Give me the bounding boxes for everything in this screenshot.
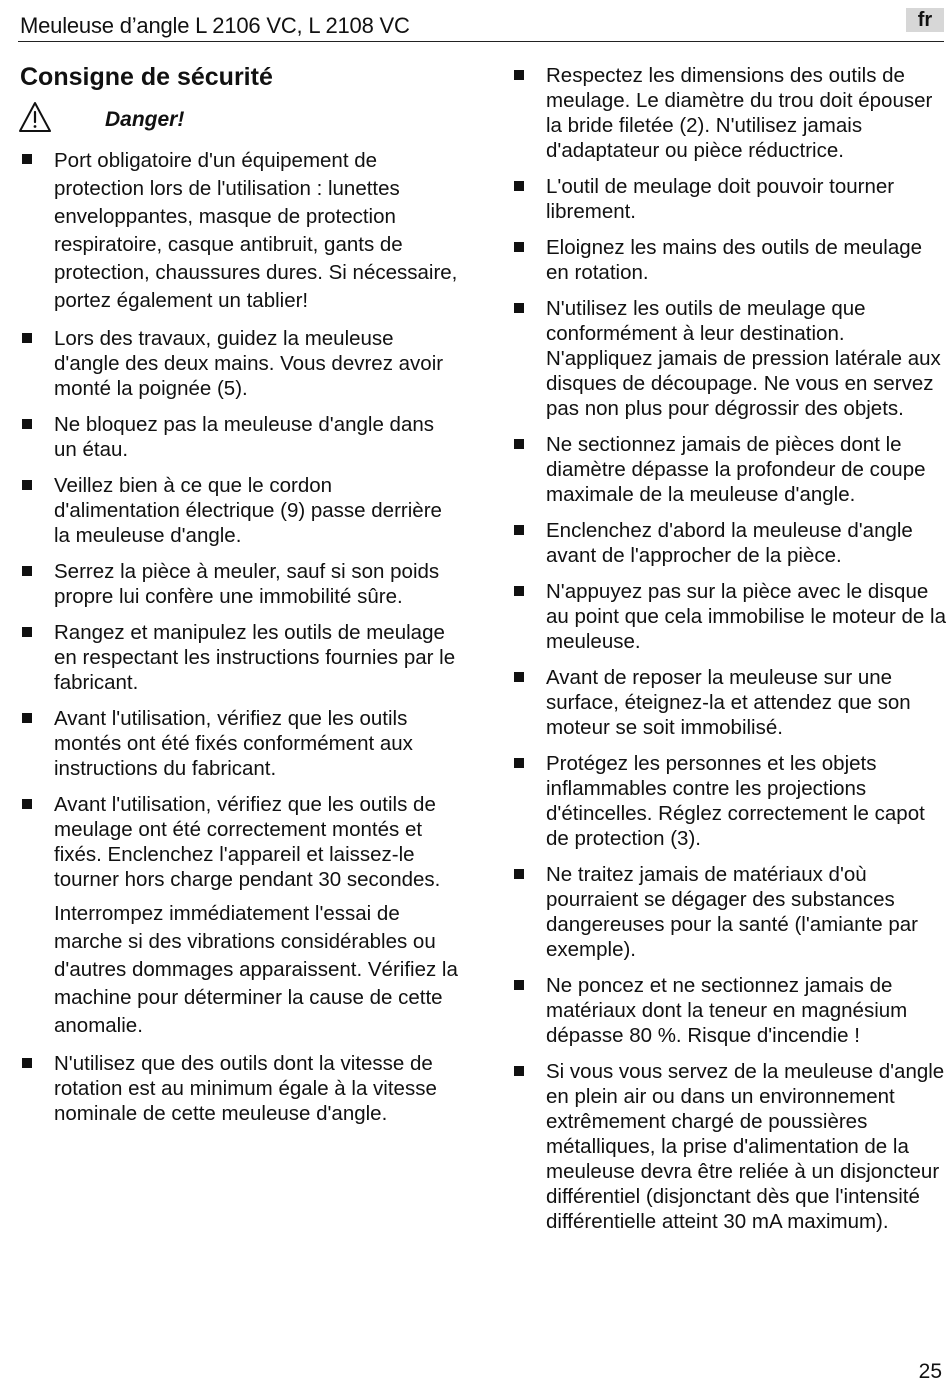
list-item [512, 579, 947, 654]
bullet-square-icon [22, 419, 32, 429]
bullet-square-icon [514, 672, 524, 682]
list-item [20, 559, 460, 609]
list-item-text: Ne sectionnez jamais de pièces dont le diamètre dépasse la profondeur de coupe maximale de la meuleuse d'angle. [546, 433, 926, 506]
language-badge: fr [906, 8, 944, 32]
list-item [512, 973, 947, 1048]
bullet-square-icon [22, 154, 32, 164]
list-item [20, 326, 460, 401]
warning-triangle-icon [18, 101, 52, 133]
page-number: 25 [918, 1360, 942, 1383]
bullet-square-icon [514, 439, 524, 449]
bullet-square-icon [514, 869, 524, 879]
list-item-text: L'outil de meulage doit pouvoir tourner librement. [546, 175, 895, 223]
list-item-text: Ne poncez et ne sectionnez jamais de matériaux dont la teneur en magnésium dépasse 80 %. Risque d'incendie ! [546, 974, 908, 1047]
list-item-text: Ne traitez jamais de matériaux d'où pourraient se dégager des substances dangereuses pour la santé (l'amiante par exemple). [546, 863, 919, 961]
list-item-text: Veillez bien à ce que le cordon d'alimentation électrique (9) passe derrière la meuleuse d'angle. [54, 474, 442, 547]
list-item [20, 147, 460, 315]
list-item [512, 432, 947, 507]
list-item [20, 412, 460, 462]
list-item [512, 665, 947, 740]
list-item [512, 63, 947, 163]
list-item-text: Avant de reposer la meuleuse sur une surface, éteignez-la et attendez que son moteur se soit immobilisé. [546, 666, 911, 739]
list-item [20, 620, 460, 695]
list-item-text: N'utilisez que des outils dont la vitesse de rotation est au minimum égale à la vitesse nominale de cette meuleuse d'angle. [54, 1052, 437, 1125]
bullet-square-icon [514, 980, 524, 990]
list-item [512, 235, 947, 285]
list-item-text: Avant l'utilisation, vérifiez que les outils montés ont été fixés conformément aux instructions du fabricant. [54, 707, 413, 780]
bullet-square-icon [22, 627, 32, 637]
list-item-text: Avant l'utilisation, vérifiez que les outils de meulage ont été correctement montés et fixés. Enclenchez l'appareil et laissez-le tourner hors charge pendant 30 secondes. [54, 793, 441, 891]
bullet-square-icon [514, 181, 524, 191]
list-item [512, 296, 947, 421]
bullet-square-icon [514, 758, 524, 768]
list-item [512, 751, 947, 851]
bullet-square-icon [22, 1058, 32, 1068]
list-item-text: Rangez et manipulez les outils de meulage en respectant les instructions fournies par le fabricant. [54, 621, 456, 694]
header-rule [18, 41, 944, 42]
list-item-text: Lors des travaux, guidez la meuleuse d'angle des deux mains. Vous devrez avoir monté la poignée (5). [54, 327, 444, 400]
list-item-text: Respectez les dimensions des outils de meulage. Le diamètre du trou doit épouser la bride filetée (2). N'utilisez jamais d'adaptateur ou pièce réductrice. [546, 64, 933, 162]
right-column [512, 63, 947, 1245]
list-item [512, 862, 947, 962]
bullet-square-icon [22, 713, 32, 723]
bullet-square-icon [22, 799, 32, 809]
list-item [512, 1059, 947, 1234]
bullet-square-icon [22, 566, 32, 576]
list-item-text: Eloignez les mains des outils de meulage en rotation. [546, 236, 923, 284]
list-item [512, 174, 947, 224]
list-item [20, 473, 460, 548]
left-column [20, 147, 460, 1137]
bullet-square-icon [22, 480, 32, 490]
list-item [20, 1051, 460, 1126]
bullet-square-icon [514, 303, 524, 313]
list-item-text: Serrez la pièce à meuler, sauf si son poids propre lui confère une immobilité sûre. [54, 560, 440, 608]
body-paragraph: Interrompez immédiatement l'essai de marche si des vibrations considérables ou d'autres dommages apparaissent. Vérifiez la machine pour déterminer la cause de cette anomalie. [54, 902, 458, 1037]
list-item [512, 518, 947, 568]
list-item-text: Si vous vous servez de la meuleuse d'angle en plein air ou dans un environnement extrêmement chargé de poussières métalliques, la prise d'alimentation de la meuleuse devra être reliée à un disjoncteur différentiel (disjonctant dès que l'intensité différentielle atteint 30 mA maximum). [546, 1060, 945, 1233]
list-item-text: N'utilisez les outils de meulage que conformément à leur destination. N'appliquez jamais de pression latérale aux disques de découpage. Ne vous en servez pas non plus pour dégrossir des objets. [546, 297, 941, 420]
bullet-square-icon [514, 70, 524, 80]
list-item-text: Ne bloquez pas la meuleuse d'angle dans un étau. [54, 413, 435, 461]
list-item-text: N'appuyez pas sur la pièce avec le disque au point que cela immobilise le moteur de la meuleuse. [546, 580, 946, 653]
header-title: Meuleuse d’angle L 2106 VC, L 2108 VC [20, 13, 410, 38]
list-item [20, 706, 460, 781]
section-title: Consigne de sécurité [20, 63, 273, 91]
bullet-square-icon [514, 586, 524, 596]
list-item-text: Enclenchez d'abord la meuleuse d'angle avant de l'approcher de la pièce. [546, 519, 913, 567]
danger-label: Danger! [105, 108, 185, 131]
bullet-square-icon [514, 242, 524, 252]
bullet-square-icon [514, 525, 524, 535]
list-item-text: Protégez les personnes et les objets inflammables contre les projections d'étincelles. Réglez correctement le capot de protection (3). [546, 752, 925, 850]
bullet-square-icon [514, 1066, 524, 1076]
list-item [20, 792, 460, 892]
bullet-square-icon [22, 333, 32, 343]
list-item-text: Port obligatoire d'un équipement de protection lors de l'utilisation : lunettes enveloppantes, masque de protection respiratoire, casque antibruit, gants de protection, chaussures dures. Si nécessaire, portez également un tablier! [54, 149, 458, 312]
